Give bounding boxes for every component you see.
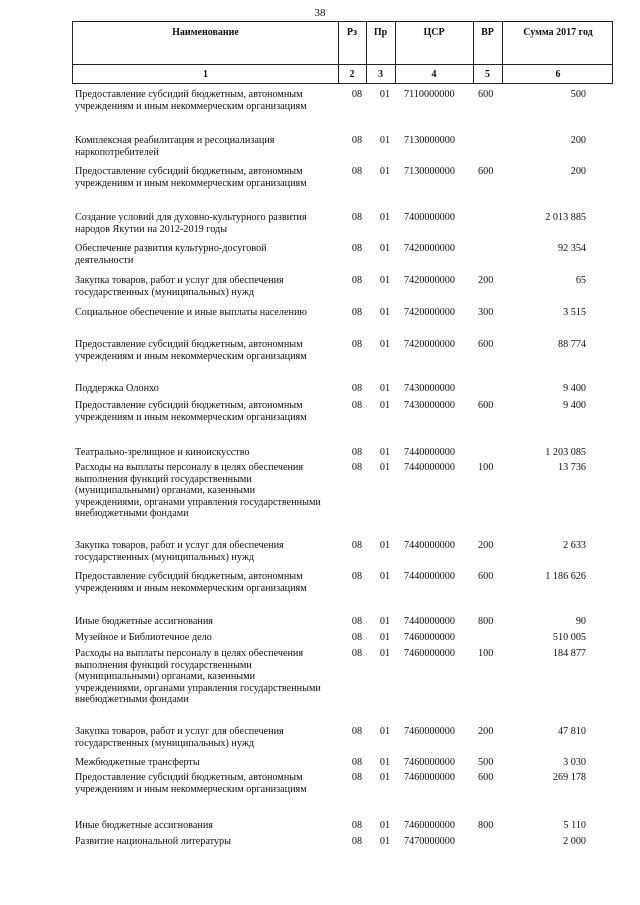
row-name-line: учреждениями, органами управления государственными [75, 682, 321, 694]
row-csr: 7440000000 [404, 462, 455, 473]
row-csr: 7130000000 [404, 166, 455, 177]
row-name-line: Комплексная реабилитация и ресоциализация [75, 135, 275, 146]
row-csr: 7440000000 [404, 540, 455, 551]
row-rz: 08 [351, 726, 363, 737]
row-sum: 13 736 [557, 462, 586, 473]
row-sum: 510 005 [552, 632, 586, 643]
row-csr: 7430000000 [404, 400, 455, 411]
row-vr: 300 [478, 307, 494, 318]
row-csr: 7420000000 [404, 243, 455, 254]
row-name-line: Предоставление субсидий бюджетным, автономным [75, 571, 303, 582]
row-rz: 08 [351, 462, 363, 473]
row-name-line: Расходы на выплаты персоналу в целях обеспечения [75, 462, 304, 473]
row-name-line: (муниципальными) органами, казенными [75, 485, 256, 496]
header-csr: ЦСР [423, 27, 445, 38]
header-sum: Сумма 2017 год [523, 27, 593, 38]
row-rz: 08 [351, 383, 363, 394]
row-sum: 9 400 [563, 400, 586, 411]
col-number: 1 [203, 69, 208, 80]
row-pr: 01 [379, 462, 391, 473]
row-csr: 7430000000 [404, 383, 455, 394]
row-csr: 7460000000 [404, 772, 455, 783]
row-name-line: Предоставление субсидий бюджетным, автономным [75, 772, 303, 783]
row-vr: 600 [478, 89, 494, 100]
row-name-line: Театрально-зрелищное и киноискусство [75, 447, 250, 458]
row-sum: 5 110 [563, 820, 586, 831]
row-csr: 7440000000 [404, 571, 455, 582]
row-name [75, 400, 337, 423]
row-name-line: учреждениям и иным некоммерческим организациям [75, 411, 307, 423]
row-name [75, 540, 337, 563]
row-vr: 800 [478, 820, 494, 831]
row-csr: 7460000000 [404, 648, 455, 659]
row-rz: 08 [351, 166, 363, 177]
row-name-line: Социальное обеспечение и иные выплаты населению [75, 307, 308, 318]
row-name [75, 726, 337, 749]
row-name-line: внебюджетными фондами [75, 694, 189, 705]
row-pr: 01 [379, 772, 391, 783]
row-rz: 08 [351, 243, 363, 254]
row-rz: 08 [351, 540, 363, 551]
row-name-line: Предоставление субсидий бюджетным, автономным [75, 89, 303, 100]
row-vr: 600 [478, 339, 494, 350]
row-vr: 200 [478, 275, 494, 286]
row-csr: 7440000000 [404, 616, 455, 627]
row-sum: 1 186 626 [545, 571, 586, 582]
row-sum: 2 013 885 [545, 212, 586, 223]
row-name-line: Музейное и Библиотечное дело [75, 632, 212, 643]
col-number: 6 [555, 69, 561, 80]
row-name [75, 383, 337, 395]
row-name-line: учреждениям и иным некоммерческим организациям [75, 177, 307, 189]
row-csr: 7460000000 [404, 726, 455, 737]
row-vr: 200 [478, 726, 494, 737]
row-rz: 08 [351, 632, 363, 643]
row-name-line: учреждениям и иным некоммерческим организациям [75, 582, 307, 594]
row-name [75, 307, 337, 319]
row-name-line: Межбюджетные трансферты [75, 757, 200, 768]
row-name-line: наркопотребителей [75, 146, 159, 158]
row-name [75, 772, 337, 795]
row-rz: 08 [351, 757, 363, 768]
row-sum: 3 030 [563, 757, 586, 768]
row-csr: 7130000000 [404, 135, 455, 146]
row-pr: 01 [379, 339, 391, 350]
row-pr: 01 [379, 632, 391, 643]
header-divider [73, 64, 612, 65]
row-pr: 01 [379, 166, 391, 177]
row-sum: 2 633 [563, 540, 586, 551]
row-name-line: Создание условий для духовно-культурного развития [75, 212, 307, 223]
row-rz: 08 [351, 400, 363, 411]
row-name-line: государственных (муниципальных) нужд [75, 286, 255, 298]
row-vr: 800 [478, 616, 494, 627]
row-name [75, 648, 337, 706]
row-name-line: государственных (муниципальных) нужд [75, 737, 255, 749]
row-name-line: народов Якутии на 2012-2019 годы [75, 223, 228, 235]
row-name-line: (муниципальными) органами, казенными [75, 671, 256, 682]
row-name-line: Предоставление субсидий бюджетным, автономным [75, 166, 303, 177]
row-rz: 08 [351, 571, 363, 582]
row-csr: 7460000000 [404, 757, 455, 768]
row-rz: 08 [351, 275, 363, 286]
row-name-line: Предоставление субсидий бюджетным, автономным [75, 339, 303, 350]
row-name-line: учреждениями, органами управления государственными [75, 496, 321, 508]
row-sum: 90 [575, 616, 586, 627]
row-rz: 08 [351, 616, 363, 627]
row-name [75, 820, 337, 832]
row-name-line: внебюджетными фондами [75, 508, 189, 519]
row-vr: 200 [478, 540, 494, 551]
row-sum: 9 400 [563, 383, 586, 394]
row-vr: 500 [478, 757, 494, 768]
row-sum: 3 515 [563, 307, 586, 318]
header-rz: Рз [346, 27, 358, 38]
row-pr: 01 [379, 820, 391, 831]
row-vr: 600 [478, 166, 494, 177]
row-pr: 01 [379, 212, 391, 223]
row-rz: 08 [351, 836, 363, 847]
row-csr: 7420000000 [404, 339, 455, 350]
row-name [75, 757, 337, 769]
row-rz: 08 [351, 89, 363, 100]
col-number: 2 [349, 69, 355, 80]
row-csr: 7420000000 [404, 307, 455, 318]
row-vr: 600 [478, 400, 494, 411]
row-name-line: Развитие национальной литературы [75, 836, 231, 847]
row-name [75, 339, 337, 362]
row-sum: 500 [570, 89, 586, 100]
row-csr: 7460000000 [404, 820, 455, 831]
col-number: 5 [485, 69, 490, 80]
row-rz: 08 [351, 339, 363, 350]
row-name-line: Закупка товаров, работ и услуг для обеспечения [75, 540, 284, 551]
table-header [72, 21, 613, 84]
col-number: 4 [431, 69, 437, 80]
row-name [75, 89, 337, 112]
row-rz: 08 [351, 648, 363, 659]
row-name [75, 616, 337, 628]
row-pr: 01 [379, 400, 391, 411]
row-csr: 7470000000 [404, 836, 455, 847]
row-pr: 01 [379, 726, 391, 737]
row-pr: 01 [379, 540, 391, 551]
row-name [75, 243, 337, 266]
row-sum: 184 877 [552, 648, 586, 659]
row-name [75, 166, 337, 189]
row-csr: 7110000000 [404, 89, 455, 100]
col-number: 3 [378, 69, 383, 80]
row-name-line: Предоставление субсидий бюджетным, автономным [75, 400, 303, 411]
row-sum: 200 [570, 166, 586, 177]
row-sum: 200 [570, 135, 586, 146]
row-csr: 7440000000 [404, 447, 455, 458]
row-pr: 01 [379, 616, 391, 627]
row-pr: 01 [379, 383, 391, 394]
row-name-line: Закупка товаров, работ и услуг для обеспечения [75, 726, 284, 737]
row-pr: 01 [379, 648, 391, 659]
row-vr: 100 [478, 648, 494, 659]
row-name-line: государственных (муниципальных) нужд [75, 551, 255, 563]
row-pr: 01 [379, 836, 391, 847]
row-name-line: учреждениям и иным некоммерческим организациям [75, 783, 307, 795]
row-pr: 01 [379, 89, 391, 100]
row-vr: 100 [478, 462, 494, 473]
row-pr: 01 [379, 757, 391, 768]
row-pr: 01 [379, 307, 391, 318]
row-sum: 2 000 [563, 836, 586, 847]
row-name [75, 135, 337, 158]
row-sum: 88 774 [557, 339, 586, 350]
row-sum: 92 354 [557, 243, 586, 254]
row-name-line: Иные бюджетные ассигнования [75, 820, 213, 831]
row-pr: 01 [379, 447, 391, 458]
row-rz: 08 [351, 212, 363, 223]
header-name: Наименование [172, 27, 239, 38]
header-vr: ВР [481, 27, 494, 38]
row-csr: 7420000000 [404, 275, 455, 286]
row-rz: 08 [351, 135, 363, 146]
page-number: 38 [314, 7, 326, 19]
row-name [75, 462, 337, 520]
row-name-line: деятельности [75, 254, 134, 266]
row-pr: 01 [379, 275, 391, 286]
row-sum: 47 810 [557, 726, 586, 737]
row-name-line: Обеспечение развития культурно-досуговой [75, 243, 267, 254]
row-csr: 7460000000 [404, 632, 455, 643]
row-sum: 269 178 [552, 772, 586, 783]
row-name-line: Закупка товаров, работ и услуг для обеспечения [75, 275, 284, 286]
row-rz: 08 [351, 307, 363, 318]
row-name [75, 212, 337, 235]
row-rz: 08 [351, 447, 363, 458]
row-name-line: Иные бюджетные ассигнования [75, 616, 213, 627]
row-name [75, 275, 337, 298]
row-rz: 08 [351, 820, 363, 831]
row-name [75, 632, 337, 644]
row-name-line: учреждениям и иным некоммерческим организациям [75, 350, 307, 362]
row-pr: 01 [379, 243, 391, 254]
row-name-line: выполнения функций государственными [75, 473, 252, 485]
row-name [75, 447, 337, 459]
row-name [75, 571, 337, 594]
row-sum: 1 203 085 [545, 447, 586, 458]
row-vr: 600 [478, 772, 494, 783]
row-name-line: учреждениям и иным некоммерческим организациям [75, 100, 307, 112]
row-sum: 65 [575, 275, 586, 286]
row-name-line: выполнения функций государственными [75, 659, 252, 671]
row-pr: 01 [379, 135, 391, 146]
row-rz: 08 [351, 772, 363, 783]
row-name-line: Поддержка Олонхо [75, 383, 159, 394]
row-name-line: Расходы на выплаты персоналу в целях обеспечения [75, 648, 304, 659]
header-pr: Пр [373, 27, 388, 38]
row-vr: 600 [478, 571, 494, 582]
row-name [75, 836, 337, 848]
row-pr: 01 [379, 571, 391, 582]
row-csr: 7400000000 [404, 212, 455, 223]
